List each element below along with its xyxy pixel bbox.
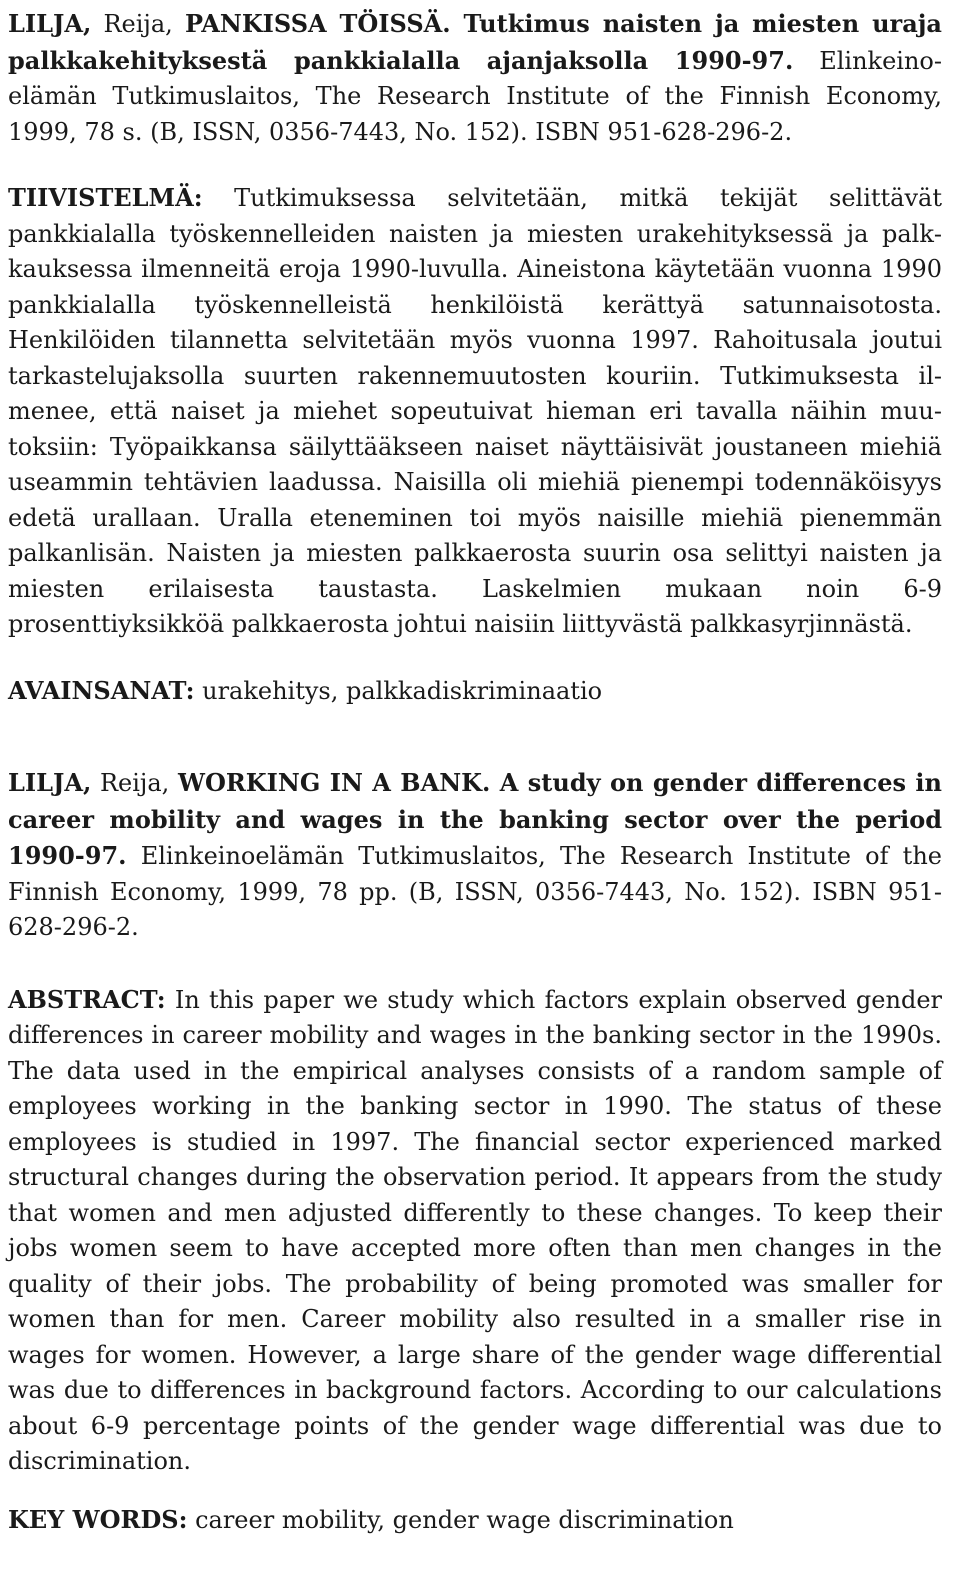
english-keywords (8, 1502, 942, 1539)
keywords-text: career mobility, gender wage discrimination (187, 1505, 734, 1534)
publication-details: Elinkeinoelämän Tutkimuslaitos, The Research Institute of the Finnish Economy, 1999, 78 pp. (B, ISSN, 0356-7443, No. 152). ISBN 951-628-296-2. (8, 842, 942, 941)
english-citation (8, 765, 942, 946)
finnish-keywords (8, 673, 942, 710)
author-given-name: Reija, (91, 769, 178, 797)
keywords-text: urakehitys, palkkadiskriminaatio (194, 676, 603, 705)
finnish-citation (8, 6, 942, 150)
spacer (8, 643, 942, 673)
keywords-heading: AVAINSANAT: (8, 675, 195, 705)
english-abstract (8, 982, 942, 1480)
author-given-name: Reija, (91, 10, 185, 38)
publication-title: WORKING IN A BANK. A study on gender differences in career mobility and wages in the banking sector over the period 1990-97. (8, 768, 943, 870)
finnish-abstract (8, 180, 942, 643)
keywords-heading: KEY WORDS: (8, 1504, 188, 1534)
abstract-text: Tutkimuksessa selvitetään, mitkä tekijät selittävät pankkialalla työskennelleiden naisten ja miesten urakehityksessä ja palkkauksessa ilmenneitä eroja 1990-luvulla. Aineistona käytetään vuonna 1990 pankkialalla työskennelleistä henkilöistä kerättyä satunnaisotosta. Henkilöiden tilannetta selvitetään myös vuonna 1997. Rahoitusala joutui tarkastelujaksolla suurten rakennemuutosten kouriin. Tutkimuksesta ilmenee, että naiset ja miehet sopeutuivat hieman eri tavalla näihin muutoksiin: Työpaikkansa säilyttääkseen naiset näyttäisivät joustaneen miehiä useammin tehtävien laadussa. Naisilla oli miehiä pienempi todennäköisyys edetä urallaan. Uralla eteneminen toi myös naisille miehiä pienemmän palkanlisän. Naisten ja miesten palkkaerosta suurin osa selittyi naisten ja miesten erilaisesta taustasta. Laskelmien mukaan noin 6-9 prosenttiyksikköä palkkaerosta johtui naisiin liittyvästä palkkasyrjinnästä. (8, 184, 942, 638)
spacer (8, 946, 942, 982)
publication-title: PANKISSA TÖISSÄ. Tutkimus naisten ja miesten uraja palkkakehityksestä pankkialalla ajanjaksolla 1990-97. (8, 9, 942, 75)
spacer (8, 709, 942, 765)
abstract-heading: TIIVISTELMÄ: (8, 183, 203, 212)
publication-details: Elinkeinoelämän Tutkimuslaitos, The Research Institute of the Finnish Economy, 1999, 78 s. (B, ISSN, 0356-7443, No. 152). ISBN 951-628-296-2. (8, 46, 942, 146)
spacer (8, 1480, 942, 1502)
document-page (8, 6, 942, 1538)
abstract-heading: ABSTRACT: (8, 984, 166, 1014)
author-surname: LILJA, (8, 9, 92, 38)
abstract-text: In this paper we study which factors explain observed gender differences in career mobility and wages in the banking sector in the 1990s. The data used in the empirical analyses consists of a random sample of employees working in the banking sector in 1990. The status of these employees is studied in 1997. The financial sector experienced marked structural changes during the observation period. It appears from the study that women and men adjusted differently to these changes. To keep their jobs women seem to have accepted more often than men changes in the quality of their jobs. The probability of being promoted was smaller for women than for men. Career mobility also resulted in a smaller rise in wages for women. However, a large share of the gender wage differential was due to differences in background factors. According to our calculations about 6-9 percentage points of the gender wage differential was due to discrimination. (8, 985, 942, 1475)
author-surname: LILJA, (8, 768, 92, 797)
spacer (8, 150, 942, 180)
